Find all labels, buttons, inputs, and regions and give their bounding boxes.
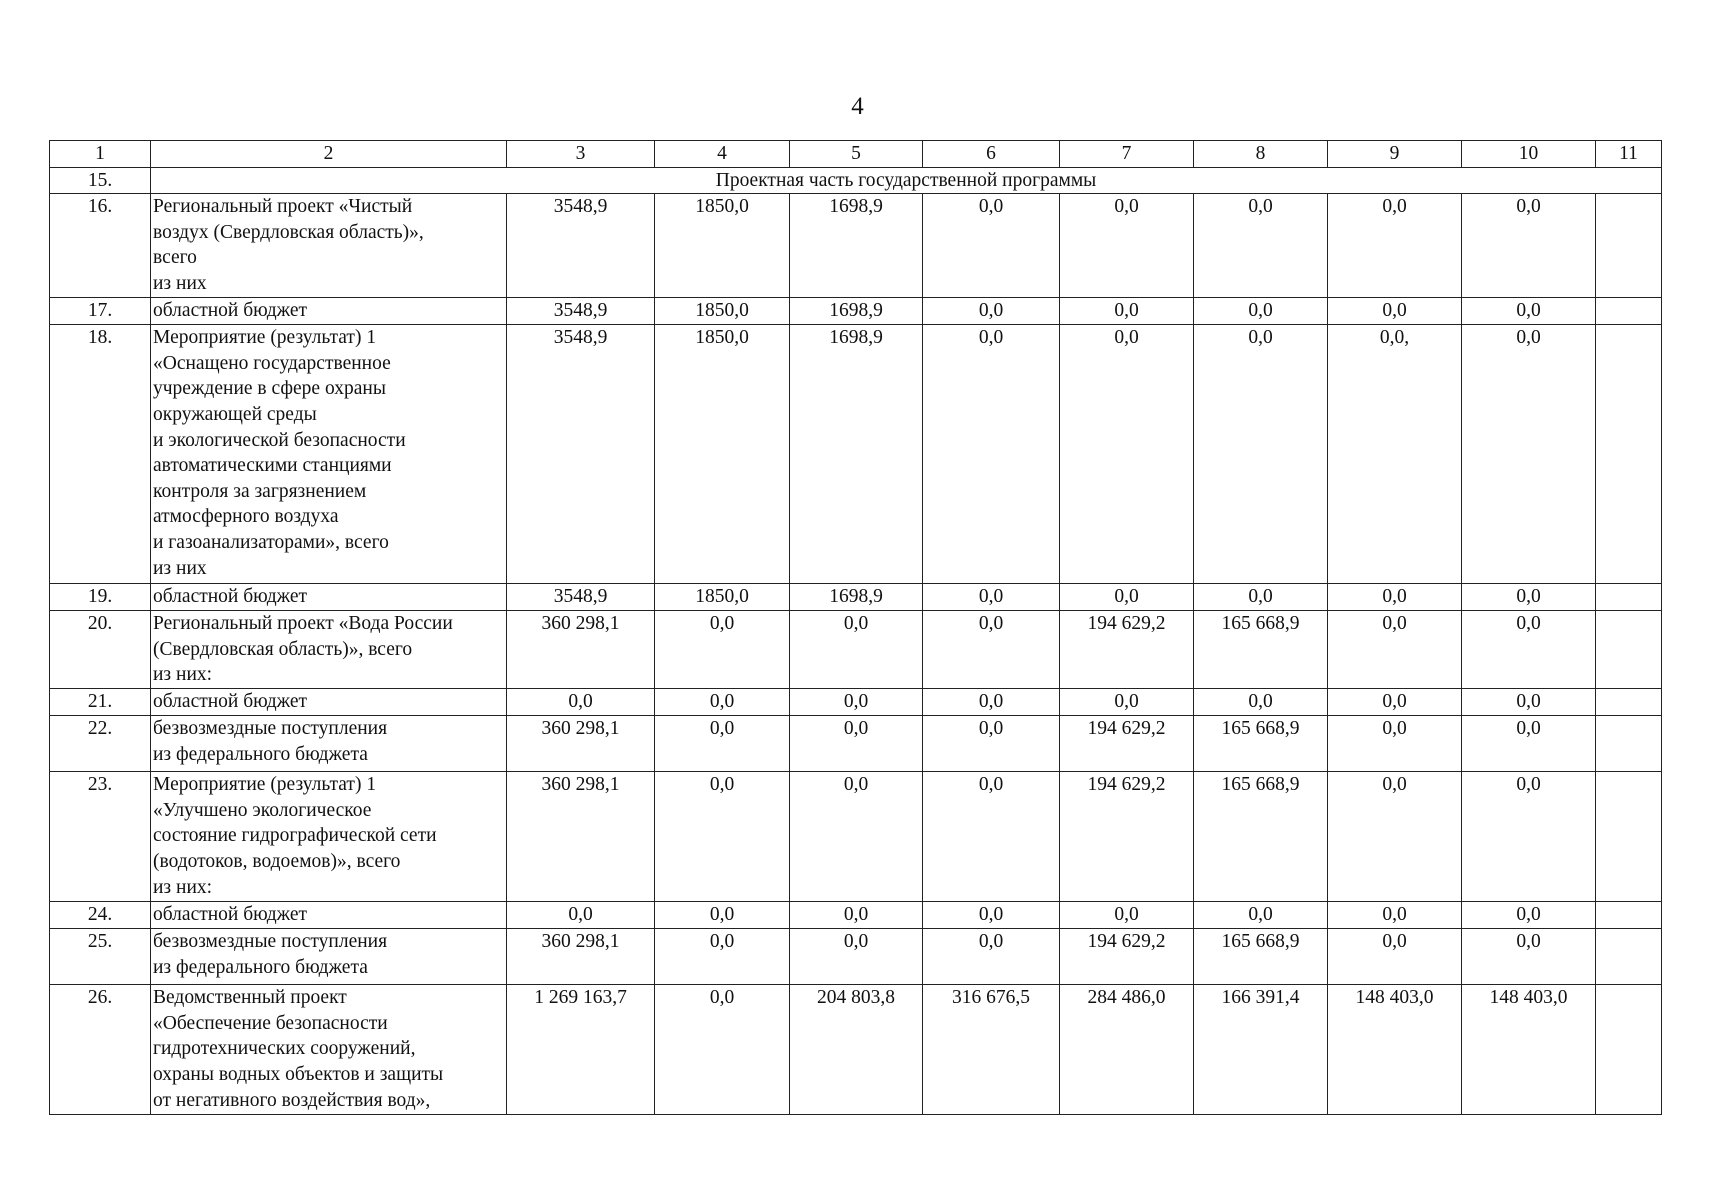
row-number: 26.	[50, 985, 151, 1115]
row-number: 23.	[50, 772, 151, 902]
value-cell: 0,0	[1462, 611, 1596, 689]
value-cell: 148 403,0	[1462, 985, 1596, 1115]
column-header: 2	[151, 141, 507, 168]
value-cell: 0,0	[1194, 298, 1328, 325]
value-cell: 0,0	[790, 902, 923, 929]
value-cell: 0,0	[1462, 584, 1596, 611]
value-cell: 0,0	[923, 298, 1060, 325]
value-cell	[1596, 902, 1662, 929]
value-cell: 3548,9	[507, 325, 655, 584]
table-row	[50, 985, 1662, 1115]
row-number: 19.	[50, 584, 151, 611]
value-cell: 0,0	[655, 716, 790, 772]
value-cell: 0,0,	[1328, 325, 1462, 584]
table-row	[50, 325, 1662, 584]
table-row	[50, 929, 1662, 985]
value-cell: 0,0	[923, 929, 1060, 985]
table-row	[50, 772, 1662, 902]
row-name: Ведомственный проект «Обеспечение безопасности гидротехнических сооружений, охраны водных объектов и защиты от негативного воздействия вод»,	[151, 985, 507, 1115]
value-cell: 165 668,9	[1194, 716, 1328, 772]
value-cell: 0,0	[790, 689, 923, 716]
value-cell: 0,0	[1194, 584, 1328, 611]
value-cell	[1596, 985, 1662, 1115]
row-name: Региональный проект «Вода России (Свердловская область)», всего из них:	[151, 611, 507, 689]
value-cell: 0,0	[655, 985, 790, 1115]
column-header: 10	[1462, 141, 1596, 168]
value-cell	[1596, 772, 1662, 902]
value-cell: 0,0	[1462, 772, 1596, 902]
value-cell: 0,0	[1328, 194, 1462, 298]
value-cell: 0,0	[1060, 584, 1194, 611]
value-cell: 0,0	[507, 902, 655, 929]
row-name: Региональный проект «Чистый воздух (Свердловская область)», всего из них	[151, 194, 507, 298]
value-cell: 0,0	[1462, 716, 1596, 772]
value-cell: 0,0	[1328, 611, 1462, 689]
value-cell	[1596, 689, 1662, 716]
table-row	[50, 689, 1662, 716]
column-header: 1	[50, 141, 151, 168]
value-cell: 0,0	[1060, 689, 1194, 716]
value-cell: 148 403,0	[1328, 985, 1462, 1115]
value-cell: 0,0	[1060, 325, 1194, 584]
value-cell: 1698,9	[790, 584, 923, 611]
section-row	[50, 167, 1662, 194]
value-cell: 0,0	[1328, 298, 1462, 325]
value-cell	[1596, 298, 1662, 325]
table-row	[50, 902, 1662, 929]
row-name: Мероприятие (результат) 1 «Улучшено экологическое состояние гидрографической сети (водотоков, водоемов)», всего из них:	[151, 772, 507, 902]
value-cell: 0,0	[1194, 325, 1328, 584]
column-header: 9	[1328, 141, 1462, 168]
table-row	[50, 716, 1662, 772]
value-cell: 0,0	[655, 929, 790, 985]
column-header: 3	[507, 141, 655, 168]
value-cell: 0,0	[507, 689, 655, 716]
value-cell: 0,0	[1462, 929, 1596, 985]
value-cell	[1596, 611, 1662, 689]
value-cell: 0,0	[1462, 902, 1596, 929]
column-header: 6	[923, 141, 1060, 168]
value-cell	[1596, 194, 1662, 298]
value-cell: 0,0	[1328, 716, 1462, 772]
value-cell: 0,0	[1328, 689, 1462, 716]
value-cell: 1850,0	[655, 298, 790, 325]
value-cell: 194 629,2	[1060, 716, 1194, 772]
value-cell: 165 668,9	[1194, 772, 1328, 902]
value-cell	[1596, 716, 1662, 772]
value-cell: 0,0	[923, 584, 1060, 611]
row-number: 21.	[50, 689, 151, 716]
table-row	[50, 194, 1662, 298]
value-cell: 360 298,1	[507, 929, 655, 985]
value-cell: 316 676,5	[923, 985, 1060, 1115]
row-name: областной бюджет	[151, 902, 507, 929]
value-cell: 0,0	[1328, 772, 1462, 902]
value-cell: 0,0	[1328, 929, 1462, 985]
value-cell: 0,0	[1328, 902, 1462, 929]
value-cell: 0,0	[923, 689, 1060, 716]
column-header: 7	[1060, 141, 1194, 168]
value-cell: 0,0	[923, 611, 1060, 689]
value-cell: 0,0	[790, 772, 923, 902]
value-cell: 0,0	[655, 611, 790, 689]
value-cell: 0,0	[1462, 689, 1596, 716]
value-cell: 194 629,2	[1060, 929, 1194, 985]
row-name: безвозмездные поступления из федерального бюджета	[151, 716, 507, 772]
value-cell: 204 803,8	[790, 985, 923, 1115]
value-cell: 0,0	[1462, 194, 1596, 298]
value-cell	[1596, 584, 1662, 611]
value-cell: 0,0	[923, 772, 1060, 902]
value-cell: 166 391,4	[1194, 985, 1328, 1115]
value-cell: 0,0	[1060, 298, 1194, 325]
value-cell: 360 298,1	[507, 716, 655, 772]
value-cell: 0,0	[923, 194, 1060, 298]
value-cell: 0,0	[655, 902, 790, 929]
table-row	[50, 298, 1662, 325]
value-cell: 194 629,2	[1060, 772, 1194, 902]
row-number: 15.	[50, 167, 151, 194]
row-name: Мероприятие (результат) 1 «Оснащено государственное учреждение в сфере охраны окружающей среды и экологической безопасности автоматическими станциями контроля за загрязнением атмосферного воздуха и газоанализаторами», всего из них	[151, 325, 507, 584]
row-number: 20.	[50, 611, 151, 689]
table-row	[50, 611, 1662, 689]
value-cell: 0,0	[1462, 325, 1596, 584]
value-cell: 0,0	[790, 929, 923, 985]
value-cell: 0,0	[923, 716, 1060, 772]
column-header: 5	[790, 141, 923, 168]
row-name: безвозмездные поступления из федерального бюджета	[151, 929, 507, 985]
value-cell	[1596, 929, 1662, 985]
row-number: 25.	[50, 929, 151, 985]
row-name: областной бюджет	[151, 584, 507, 611]
value-cell: 0,0	[1060, 902, 1194, 929]
value-cell: 165 668,9	[1194, 611, 1328, 689]
value-cell: 3548,9	[507, 194, 655, 298]
value-cell: 3548,9	[507, 584, 655, 611]
value-cell: 0,0	[790, 716, 923, 772]
value-cell: 0,0	[1194, 194, 1328, 298]
budget-table	[49, 140, 1662, 1115]
column-number-row	[50, 141, 1662, 168]
page-number: 4	[851, 93, 864, 120]
value-cell: 0,0	[655, 689, 790, 716]
value-cell: 194 629,2	[1060, 611, 1194, 689]
row-number: 17.	[50, 298, 151, 325]
value-cell: 0,0	[923, 902, 1060, 929]
value-cell: 1850,0	[655, 194, 790, 298]
value-cell: 0,0	[1194, 689, 1328, 716]
value-cell: 284 486,0	[1060, 985, 1194, 1115]
value-cell: 1698,9	[790, 194, 923, 298]
column-header: 11	[1596, 141, 1662, 168]
value-cell: 0,0	[923, 325, 1060, 584]
row-number: 18.	[50, 325, 151, 584]
row-number: 24.	[50, 902, 151, 929]
value-cell: 1 269 163,7	[507, 985, 655, 1115]
value-cell: 1698,9	[790, 298, 923, 325]
column-header: 8	[1194, 141, 1328, 168]
row-number: 22.	[50, 716, 151, 772]
value-cell: 0,0	[1194, 902, 1328, 929]
row-name: областной бюджет	[151, 689, 507, 716]
value-cell: 0,0	[1328, 584, 1462, 611]
value-cell: 360 298,1	[507, 611, 655, 689]
value-cell: 0,0	[790, 611, 923, 689]
value-cell: 1850,0	[655, 584, 790, 611]
value-cell: 1698,9	[790, 325, 923, 584]
row-number: 16.	[50, 194, 151, 298]
value-cell: 0,0	[1060, 194, 1194, 298]
value-cell: 360 298,1	[507, 772, 655, 902]
row-name: областной бюджет	[151, 298, 507, 325]
table-row	[50, 584, 1662, 611]
value-cell	[1596, 325, 1662, 584]
value-cell: 3548,9	[507, 298, 655, 325]
value-cell: 165 668,9	[1194, 929, 1328, 985]
value-cell: 0,0	[1462, 298, 1596, 325]
section-title: Проектная часть государственной программы	[151, 167, 1662, 194]
value-cell: 0,0	[655, 772, 790, 902]
value-cell: 1850,0	[655, 325, 790, 584]
column-header: 4	[655, 141, 790, 168]
